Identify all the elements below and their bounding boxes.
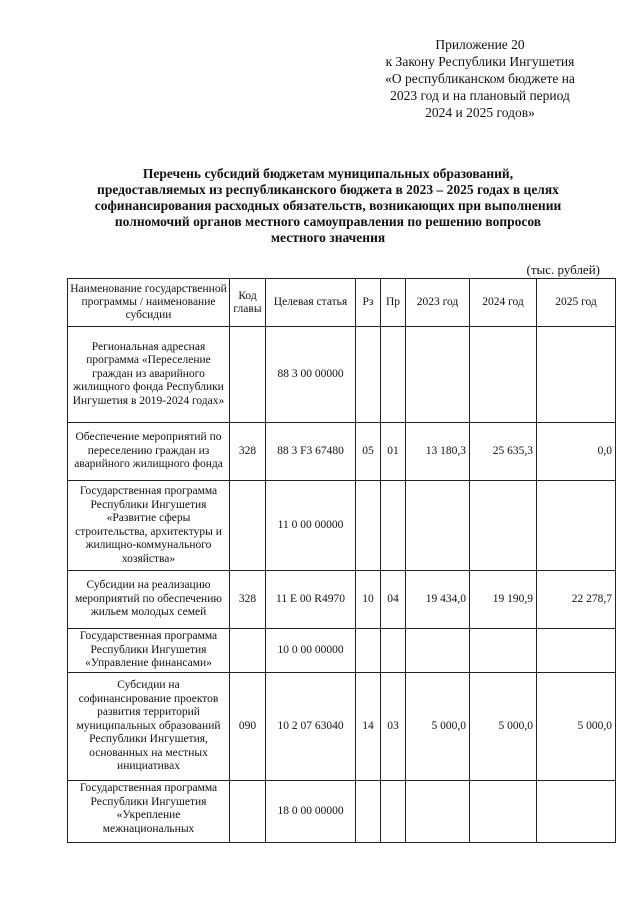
cell-rz [356, 481, 381, 571]
cell-code: 328 [230, 571, 266, 629]
cell-article: 88 3 F3 67480 [266, 423, 356, 481]
cell-2023 [406, 327, 470, 423]
cell-code [230, 629, 266, 673]
table-row [68, 571, 616, 629]
appendix-line: 2023 год и на плановый период [390, 88, 570, 103]
cell-name: Государственная программа Республики Ингушетия «Укрепление межнациональных [68, 781, 230, 843]
cell-2025 [537, 781, 616, 843]
cell-2024 [470, 781, 537, 843]
cell-2025 [537, 327, 616, 423]
cell-name: Региональная адресная программа «Переселение граждан из аварийного жилищного фонда Республики Ингушетия в 2019-2024 годах» [68, 327, 230, 423]
cell-rz [356, 629, 381, 673]
appendix-line: Приложение 20 [435, 37, 525, 52]
title-line: софинансирования расходных обязательств, возникающих при выполнении [94, 198, 562, 213]
header-2025: 2025 год [537, 279, 616, 327]
header-pr: Пр [381, 279, 406, 327]
cell-code: 328 [230, 423, 266, 481]
cell-name: Государственная программа Республики Ингушетия «Управление финансами» [68, 629, 230, 673]
cell-2025: 22 278,7 [537, 571, 616, 629]
table-row [68, 629, 616, 673]
cell-article: 11 0 00 00000 [266, 481, 356, 571]
cell-2024 [470, 481, 537, 571]
cell-pr: 03 [381, 673, 406, 781]
cell-2024 [470, 327, 537, 423]
appendix-line: 2024 и 2025 годов» [425, 105, 535, 120]
title-line: полномочий органов местного самоуправления по решению вопросов [114, 214, 542, 229]
cell-2023 [406, 781, 470, 843]
cell-rz: 14 [356, 673, 381, 781]
subsidy-table [67, 278, 616, 843]
cell-article: 10 2 07 63040 [266, 673, 356, 781]
cell-2023 [406, 481, 470, 571]
table-row [68, 781, 616, 843]
cell-2023: 13 180,3 [406, 423, 470, 481]
cell-article: 11 E 00 R4970 [266, 571, 356, 629]
title-line: местного значения [270, 230, 386, 245]
cell-rz [356, 327, 381, 423]
cell-2025 [537, 481, 616, 571]
appendix-reference [350, 36, 610, 121]
cell-2024: 5 000,0 [470, 673, 537, 781]
appendix-line: к Закону Республики Ингушетия [385, 54, 575, 69]
table-row [68, 481, 616, 571]
cell-name: Государственная программа Республики Ингушетия «Развитие сферы строительства, архитектуры и жилищно-коммунального хозяйства» [68, 481, 230, 571]
units-label: (тыс. рублей) [526, 262, 600, 277]
cell-pr [381, 327, 406, 423]
cell-code [230, 481, 266, 571]
header-rz: Рз [356, 279, 381, 327]
header-code: Код главы [230, 279, 266, 327]
header-2024: 2024 год [470, 279, 537, 327]
cell-2024 [470, 629, 537, 673]
table-header-row [68, 279, 616, 327]
table-row [68, 327, 616, 423]
title-line: Перечень субсидий бюджетам муниципальных образований, [142, 166, 514, 181]
cell-2025 [537, 629, 616, 673]
table-row [68, 673, 616, 781]
cell-rz: 05 [356, 423, 381, 481]
cell-2025: 5 000,0 [537, 673, 616, 781]
cell-code [230, 327, 266, 423]
cell-article: 88 3 00 00000 [266, 327, 356, 423]
header-2023: 2023 год [406, 279, 470, 327]
cell-2023: 19 434,0 [406, 571, 470, 629]
cell-name: Субсидии на софинансирование проектов развития территорий муниципальных образований Республики Ингушетия, основанных на местных инициативах [68, 673, 230, 781]
cell-2023: 5 000,0 [406, 673, 470, 781]
cell-code: 090 [230, 673, 266, 781]
title-line: предоставляемых из республиканского бюджета в 2023 – 2025 годах в целях [97, 182, 559, 197]
cell-pr [381, 781, 406, 843]
cell-pr [381, 481, 406, 571]
table-row [68, 423, 616, 481]
cell-2025: 0,0 [537, 423, 616, 481]
cell-2023 [406, 629, 470, 673]
cell-2024: 25 635,3 [470, 423, 537, 481]
cell-rz: 10 [356, 571, 381, 629]
cell-code [230, 781, 266, 843]
cell-2024: 19 190,9 [470, 571, 537, 629]
cell-rz [356, 781, 381, 843]
cell-pr: 01 [381, 423, 406, 481]
header-article: Целевая статья [266, 279, 356, 327]
header-name: Наименование государственной программы / наименование субсидии [68, 279, 230, 327]
document-title [58, 166, 598, 246]
appendix-line: «О республиканском бюджете на [385, 71, 575, 86]
cell-pr: 04 [381, 571, 406, 629]
cell-article: 18 0 00 00000 [266, 781, 356, 843]
cell-article: 10 0 00 00000 [266, 629, 356, 673]
cell-name: Обеспечение мероприятий по переселению граждан из аварийного жилищного фонда [68, 423, 230, 481]
cell-name: Субсидии на реализацию мероприятий по обеспечению жильем молодых семей [68, 571, 230, 629]
cell-pr [381, 629, 406, 673]
